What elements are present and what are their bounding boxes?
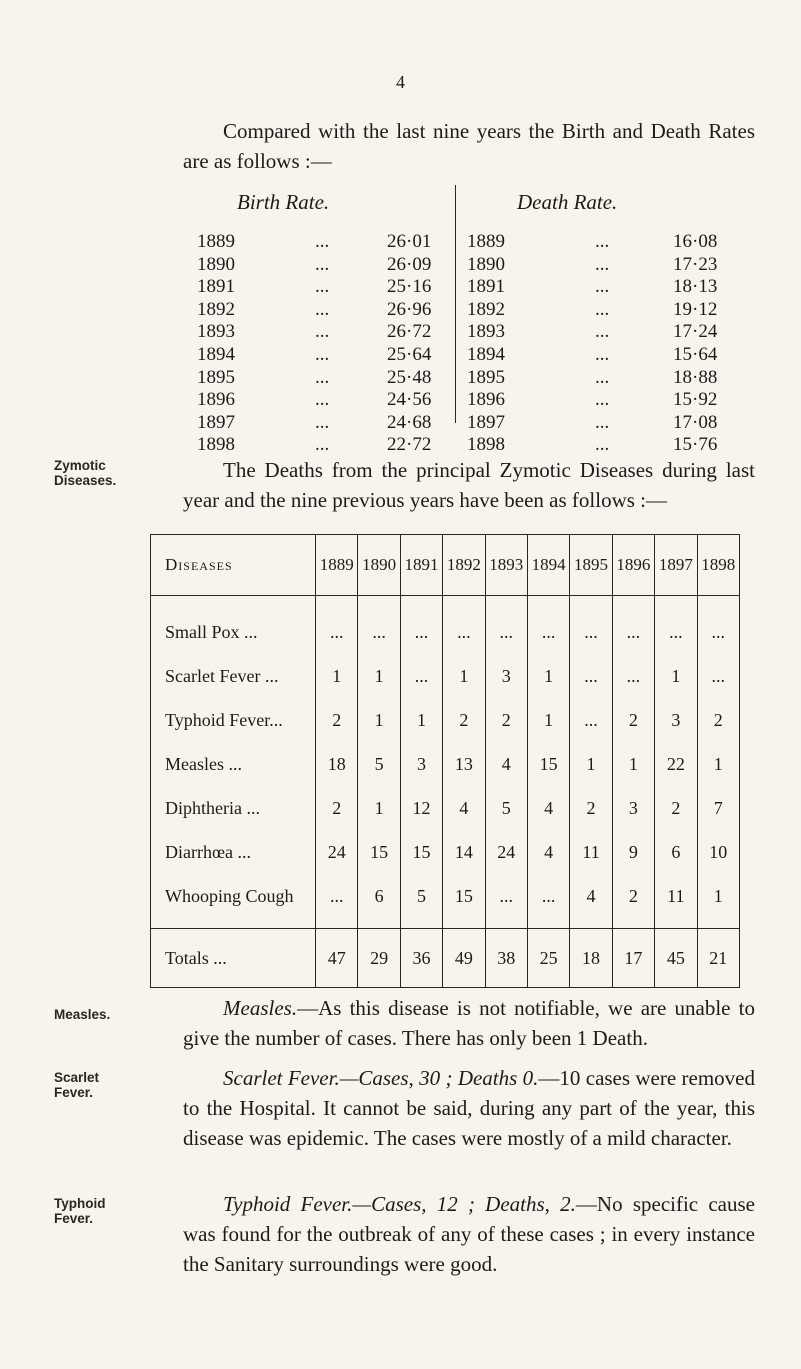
rate-cell: ... — [595, 253, 610, 275]
table-cell: 24 — [485, 830, 527, 874]
table-cell: 2 — [443, 698, 485, 742]
rate-cell: 1895 — [467, 366, 505, 388]
table-cell: 25 — [527, 929, 569, 988]
death-rate-row — [467, 434, 717, 457]
rate-cell: ... — [595, 343, 610, 365]
table-cell — [316, 918, 358, 929]
rate-cell: 1897 — [197, 411, 235, 433]
rate-cell: 26·72 — [387, 321, 432, 343]
table-cell: Whooping Cough — [151, 874, 316, 918]
table-row — [151, 596, 740, 655]
birth-rate-row — [197, 367, 431, 390]
margin-note-measles — [54, 1007, 164, 1022]
rate-cell: 26·09 — [387, 253, 432, 275]
table-cell: ... — [612, 654, 654, 698]
rate-cell: 17·23 — [673, 253, 718, 275]
scarlet-fever-paragraph — [183, 1063, 755, 1153]
rate-cell: 1891 — [467, 276, 505, 298]
table-cell: 24 — [316, 830, 358, 874]
table-cell: 7 — [697, 786, 739, 830]
typhoid-fever-paragraph — [183, 1189, 755, 1279]
rate-cell: 1895 — [197, 366, 235, 388]
table-cell: 2 — [316, 698, 358, 742]
table-row — [151, 654, 740, 698]
table-cell: ... — [316, 596, 358, 655]
scarlet-fever-title: Scarlet Fever.—Cases, 30 ; Deaths 0. — [223, 1066, 539, 1090]
zymotic-disease-table — [150, 534, 740, 988]
table-cell — [527, 918, 569, 929]
table-cell: 3 — [485, 654, 527, 698]
table-cell: 2 — [316, 786, 358, 830]
rate-cell: 25·48 — [387, 366, 432, 388]
birth-rate-row — [197, 299, 431, 322]
table-cell — [655, 918, 697, 929]
death-rate-row — [467, 276, 717, 299]
rate-cell: 18·88 — [673, 366, 718, 388]
birth-rate-row — [197, 231, 431, 254]
table-cell: Totals ... — [151, 929, 316, 988]
intro-text: Compared with the last nine years the Birth and Death Rates are as follows :— — [183, 119, 755, 173]
rate-cell: 15·64 — [673, 343, 718, 365]
table-cell: Diarrhœa ... — [151, 830, 316, 874]
birth-rate-row — [197, 434, 431, 457]
table-cell — [443, 918, 485, 929]
table-cell: ... — [316, 874, 358, 918]
rate-cell: 1889 — [197, 231, 235, 252]
death-rate-row — [467, 299, 717, 322]
table-cell: ... — [485, 596, 527, 655]
table-cell: 45 — [655, 929, 697, 988]
rate-cell: ... — [315, 343, 330, 365]
typhoid-fever-text: —No specific cause was found for the outbreak of any of these cases ; in every instance the Sanitary surroundings were good. — [183, 1192, 755, 1276]
rate-cell: 1898 — [197, 434, 235, 456]
table-cell: 3 — [612, 786, 654, 830]
rate-cell: ... — [315, 231, 330, 252]
table-cell: 21 — [697, 929, 739, 988]
table-cell: ... — [570, 596, 612, 655]
rate-cell: 25·16 — [387, 276, 432, 298]
table-cell: 1 — [358, 698, 400, 742]
rate-cell: ... — [315, 411, 330, 433]
table-cell: 1 — [655, 654, 697, 698]
margin-note-line: Zymotic — [54, 458, 106, 473]
intro-paragraph — [183, 116, 755, 176]
table-cell: Diphtheria ... — [151, 786, 316, 830]
death-rate-row — [467, 344, 717, 367]
column-header: 1894 — [527, 535, 569, 596]
table-cell: ... — [655, 596, 697, 655]
rate-cell: 1892 — [467, 298, 505, 320]
table-cell: 6 — [358, 874, 400, 918]
rate-cell: 25·64 — [387, 343, 432, 365]
rate-cell: 1893 — [467, 321, 505, 343]
rate-cell: ... — [595, 321, 610, 343]
rate-divider — [455, 185, 456, 423]
birth-rate-heading: Birth Rate. — [237, 190, 330, 214]
table-cell: ... — [358, 596, 400, 655]
table-cell: 18 — [316, 742, 358, 786]
table-cell: 1 — [612, 742, 654, 786]
table-cell — [358, 918, 400, 929]
rate-cell: 1894 — [467, 343, 505, 365]
table-row — [151, 742, 740, 786]
table-cell: 2 — [655, 786, 697, 830]
table-cell: 1 — [527, 698, 569, 742]
measles-title: Measles. — [223, 996, 298, 1020]
table-cell: 47 — [316, 929, 358, 988]
table-cell: ... — [485, 874, 527, 918]
table-cell: 15 — [358, 830, 400, 874]
margin-note-line: Fever. — [54, 1211, 94, 1226]
table-cell: 49 — [443, 929, 485, 988]
rate-cell: 16·08 — [673, 231, 718, 252]
table-cell: 22 — [655, 742, 697, 786]
table-cell: 3 — [655, 698, 697, 742]
table-cell — [612, 918, 654, 929]
table-cell: 1 — [443, 654, 485, 698]
table-cell: 12 — [400, 786, 442, 830]
margin-note-scarlet-fever — [54, 1070, 164, 1100]
table-header-row — [151, 535, 740, 596]
rate-cell: 15·76 — [673, 434, 718, 456]
table-cell: 1 — [358, 786, 400, 830]
table-cell: 15 — [443, 874, 485, 918]
column-header: 1892 — [443, 535, 485, 596]
birth-rate-row — [197, 276, 431, 299]
table-cell: ... — [570, 698, 612, 742]
rate-cell: ... — [315, 253, 330, 275]
table-cell: ... — [400, 596, 442, 655]
table-cell: 17 — [612, 929, 654, 988]
rate-cell: ... — [315, 276, 330, 298]
table-cell: 38 — [485, 929, 527, 988]
rate-cell: 1898 — [467, 434, 505, 456]
table-cell: 2 — [612, 874, 654, 918]
death-rate-row — [467, 231, 717, 254]
table-cell: 4 — [527, 786, 569, 830]
rate-cell: 24·56 — [387, 389, 432, 411]
death-rate-row — [467, 254, 717, 277]
table-cell: 1 — [527, 654, 569, 698]
table-cell: 18 — [570, 929, 612, 988]
birth-rate-row — [197, 321, 431, 344]
margin-note-line: Scarlet — [54, 1070, 100, 1085]
rate-cell: 1896 — [197, 389, 235, 411]
table-row — [151, 786, 740, 830]
table-cell: 4 — [527, 830, 569, 874]
rate-cell: 22·72 — [387, 434, 432, 456]
table-cell: 10 — [697, 830, 739, 874]
rate-cell: ... — [595, 231, 610, 252]
death-rate-list — [467, 231, 717, 457]
table-cell: ... — [443, 596, 485, 655]
table-cell: ... — [612, 596, 654, 655]
table-cell: 11 — [655, 874, 697, 918]
rate-cell: ... — [315, 298, 330, 320]
table-cell — [570, 918, 612, 929]
table-cell: ... — [697, 654, 739, 698]
birth-rate-row — [197, 389, 431, 412]
birth-rate-row — [197, 344, 431, 367]
table-cell: Scarlet Fever ... — [151, 654, 316, 698]
table-cell: 11 — [570, 830, 612, 874]
rate-cell: 17·08 — [673, 411, 718, 433]
rate-cell: 17·24 — [673, 321, 718, 343]
rate-cell: ... — [315, 389, 330, 411]
rate-cell: ... — [315, 434, 330, 456]
scarlet-fever-text: —10 cases were removed to the Hospital. It cannot be said, during any part of the year, this disease was epidemic. The cases were mostly of a mild character. — [183, 1066, 756, 1150]
rate-cell: ... — [595, 411, 610, 433]
table-row — [151, 698, 740, 742]
totals-row — [151, 929, 740, 988]
column-header: 1890 — [358, 535, 400, 596]
table-cell: 13 — [443, 742, 485, 786]
table-cell: 15 — [400, 830, 442, 874]
margin-note-line: Fever. — [54, 1085, 94, 1100]
rate-cell: 24·68 — [387, 411, 432, 433]
rate-cell: ... — [595, 276, 610, 298]
rate-cell: 1890 — [467, 253, 505, 275]
death-rate-row — [467, 321, 717, 344]
table-cell — [485, 918, 527, 929]
table-cell — [400, 918, 442, 929]
table-cell: 36 — [400, 929, 442, 988]
rate-cell: 19·12 — [673, 298, 718, 320]
table-cell: 3 — [400, 742, 442, 786]
birth-rate-list — [197, 231, 431, 457]
table-cell: ... — [527, 596, 569, 655]
measles-text: —As this disease is not notifiable, we are unable to give the number of cases. There has only been 1 Death. — [183, 996, 755, 1050]
margin-note-line: Diseases. — [54, 473, 117, 488]
table-cell: 1 — [697, 874, 739, 918]
rate-cell: 15·92 — [673, 389, 718, 411]
measles-paragraph — [183, 993, 755, 1053]
rate-cell: 1896 — [467, 389, 505, 411]
column-header: Diseases — [151, 535, 316, 596]
table-cell: 29 — [358, 929, 400, 988]
table-cell: ... — [570, 654, 612, 698]
rate-cell: 1891 — [197, 276, 235, 298]
column-header: 1897 — [655, 535, 697, 596]
birth-rate-row — [197, 412, 431, 435]
table-cell: 5 — [485, 786, 527, 830]
table-row — [151, 874, 740, 918]
rate-cell: 1890 — [197, 253, 235, 275]
rate-cell: 18·13 — [673, 276, 718, 298]
table-cell: Small Pox ... — [151, 596, 316, 655]
margin-note-typhoid-fever — [54, 1196, 164, 1226]
table-cell — [151, 918, 316, 929]
table-cell: 1 — [358, 654, 400, 698]
rate-cell: ... — [595, 298, 610, 320]
table-cell: 2 — [485, 698, 527, 742]
table-cell: 2 — [697, 698, 739, 742]
death-rate-row — [467, 389, 717, 412]
table-cell: 4 — [570, 874, 612, 918]
table-row — [151, 830, 740, 874]
rate-cell: ... — [315, 366, 330, 388]
table-cell — [697, 918, 739, 929]
column-header: 1893 — [485, 535, 527, 596]
table-cell: 4 — [443, 786, 485, 830]
rate-cell: 26·96 — [387, 298, 432, 320]
column-header: 1896 — [612, 535, 654, 596]
rate-cell: 1893 — [197, 321, 235, 343]
rate-cell: ... — [595, 366, 610, 388]
table-spacer — [151, 918, 740, 929]
column-header: 1889 — [316, 535, 358, 596]
rate-cell: 26·01 — [387, 231, 432, 252]
table-cell: 1 — [316, 654, 358, 698]
birth-rate-row — [197, 254, 431, 277]
typhoid-fever-title: Typhoid Fever.—Cases, 12 ; Deaths, 2. — [223, 1192, 576, 1216]
margin-note-zymotic — [54, 458, 164, 488]
zymotic-text: The Deaths from the principal Zymotic Diseases during last year and the nine previous years have been as follows :— — [183, 458, 755, 512]
rate-cell: 1894 — [197, 343, 235, 365]
rate-cell: 1897 — [467, 411, 505, 433]
rate-cell: ... — [595, 389, 610, 411]
margin-note-line: Typhoid — [54, 1196, 106, 1211]
death-rate-heading: Death Rate. — [517, 190, 618, 214]
table-cell: Measles ... — [151, 742, 316, 786]
table-cell: 15 — [527, 742, 569, 786]
table-cell: ... — [400, 654, 442, 698]
column-header: 1898 — [697, 535, 739, 596]
table-cell: 1 — [570, 742, 612, 786]
margin-note-line: Measles. — [54, 1007, 111, 1022]
table-cell: 5 — [358, 742, 400, 786]
table-cell: 5 — [400, 874, 442, 918]
page-number: 4 — [396, 72, 405, 92]
rate-cell: 1889 — [467, 231, 505, 252]
table-cell: 6 — [655, 830, 697, 874]
table-cell: 1 — [400, 698, 442, 742]
table-cell: ... — [527, 874, 569, 918]
rate-cell: 1892 — [197, 298, 235, 320]
table-cell: 9 — [612, 830, 654, 874]
table-cell: 2 — [612, 698, 654, 742]
table-cell: 1 — [697, 742, 739, 786]
table-cell: 4 — [485, 742, 527, 786]
zymotic-paragraph — [183, 455, 755, 515]
table-cell: 2 — [570, 786, 612, 830]
table-cell: 14 — [443, 830, 485, 874]
rate-cell: ... — [315, 321, 330, 343]
rate-cell: ... — [595, 434, 610, 456]
column-header: 1895 — [570, 535, 612, 596]
column-header: 1891 — [400, 535, 442, 596]
death-rate-row — [467, 367, 717, 390]
table-cell: Typhoid Fever... — [151, 698, 316, 742]
death-rate-row — [467, 412, 717, 435]
table-cell: ... — [697, 596, 739, 655]
